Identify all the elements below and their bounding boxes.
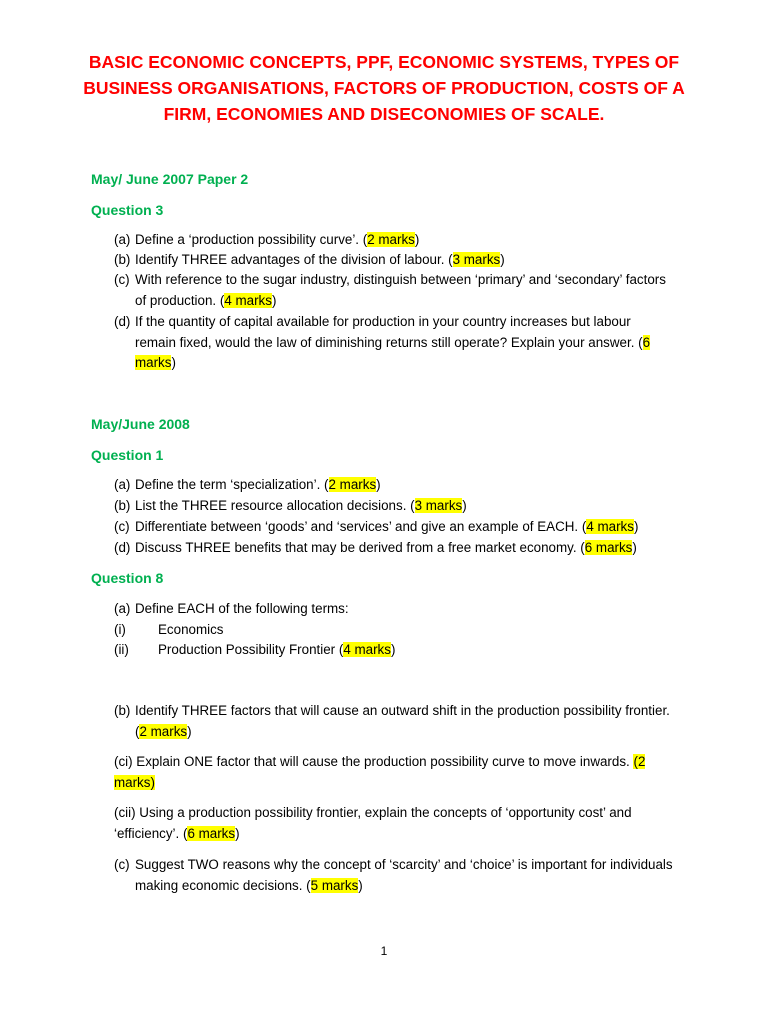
item-label: (c): [114, 519, 130, 534]
item-label: (b): [114, 703, 131, 718]
marks-highlight: 2 marks: [328, 477, 377, 492]
section-heading-2008: May/June 2008: [91, 416, 190, 432]
item-text: Define EACH of the following terms:: [135, 601, 349, 616]
item-text: Define the term ‘specialization’. (: [135, 477, 329, 492]
item-text: Discuss THREE benefits that may be derived from a free market economy. (: [135, 540, 585, 555]
item-close: ): [358, 877, 363, 893]
q1-part-c: [114, 517, 694, 538]
item-text: (cii) Using a production possibility frontier, explain the concepts of ‘opportunity cost’ and ‘efficiency’. (: [114, 805, 632, 841]
item-label: (a): [114, 477, 131, 492]
marks-highlight: 2 marks: [367, 232, 415, 247]
marks-highlight: 3 marks: [452, 252, 501, 267]
q3-part-a: [114, 230, 674, 251]
q1-part-d: [114, 538, 694, 559]
q3-part-d: [114, 312, 674, 374]
item-close: ): [376, 477, 381, 492]
q8-part-ci: [114, 752, 674, 793]
document-title: BASIC ECONOMIC CONCEPTS, PPF, ECONOMIC SYSTEMS, TYPES OF BUSINESS ORGANISATIONS, FACTORS OF PRODUCTION, COSTS OF A FIRM, ECONOMIES AND DISECONOMIES OF SCALE.: [83, 52, 685, 124]
marks-highlight: 3 marks: [414, 498, 463, 513]
item-close: ): [462, 498, 467, 513]
item-close: ): [632, 540, 637, 555]
item-label: (ii): [114, 642, 129, 657]
item-close: ): [414, 232, 420, 247]
item-text: Production Possibility Frontier (: [158, 642, 344, 657]
q8-part-a: [114, 599, 674, 620]
question-1-heading: Question 1: [91, 447, 164, 463]
marks-highlight: 4 marks: [343, 642, 391, 657]
marks-highlight: (2 marks): [114, 754, 646, 790]
q1-part-b: [114, 496, 694, 517]
item-close: ): [633, 519, 639, 534]
page-number: 1: [380, 944, 388, 958]
q8-part-i: [114, 620, 674, 641]
q8-part-c: [114, 855, 674, 896]
item-label: (d): [114, 314, 131, 329]
marks-highlight: 6 marks: [584, 540, 633, 555]
item-label: (b): [114, 498, 131, 513]
marks-highlight: 5 marks: [310, 877, 359, 893]
item-close: ): [171, 355, 176, 370]
item-close: ): [187, 723, 192, 739]
q8-part-ii: [114, 640, 674, 661]
item-label: (c): [114, 272, 130, 287]
item-text: Suggest TWO reasons why the concept of ‘scarcity’ and ‘choice’ is important for individuals making economic decisions. (: [135, 857, 673, 893]
q3-part-b: [114, 250, 674, 271]
item-label: (a): [114, 601, 131, 616]
item-text: With reference to the sugar industry, distinguish between ‘primary’ and ‘secondary’ factors of production. (: [135, 272, 666, 308]
item-text: If the quantity of capital available for production in your country increases but labour remain fixed, would the law of diminishing returns still operate? Explain your answer. (: [135, 314, 643, 350]
question-3-heading: Question 3: [91, 202, 164, 218]
item-text: Define a ‘production possibility curve’. (: [135, 232, 368, 247]
item-close: ): [500, 252, 505, 267]
q8-part-b: [114, 701, 674, 742]
item-label: (i): [114, 622, 126, 637]
item-label: (c): [114, 857, 130, 872]
item-text: Identify THREE factors that will cause an outward shift in the production possibility frontier. (: [135, 703, 670, 739]
marks-highlight: 6 marks: [135, 334, 651, 370]
question-8-heading: Question 8: [91, 570, 164, 586]
item-label: (b): [114, 252, 131, 267]
item-text: (ci) Explain ONE factor that will cause the production possibility curve to move inwards.: [114, 754, 634, 769]
item-text: Economics: [158, 622, 224, 637]
item-label: (d): [114, 540, 131, 555]
marks-highlight: 4 marks: [224, 292, 272, 308]
q8-part-cii: [114, 803, 674, 844]
item-close: ): [390, 642, 396, 657]
marks-highlight: 2 marks: [139, 723, 188, 739]
marks-highlight: 6 marks: [187, 825, 236, 841]
q3-part-c: [114, 270, 674, 311]
item-text: List the THREE resource allocation decisions. (: [135, 498, 415, 513]
item-close: ): [235, 825, 240, 841]
q1-part-a: [114, 475, 694, 496]
section-heading-2007: May/ June 2007 Paper 2: [91, 171, 249, 187]
item-close: ): [271, 292, 277, 308]
item-text: Identify THREE advantages of the division of labour. (: [135, 252, 453, 267]
marks-highlight: 4 marks: [586, 519, 634, 534]
item-text: Differentiate between ‘goods’ and ‘services’ and give an example of EACH. (: [135, 519, 587, 534]
item-label: (a): [114, 232, 131, 247]
